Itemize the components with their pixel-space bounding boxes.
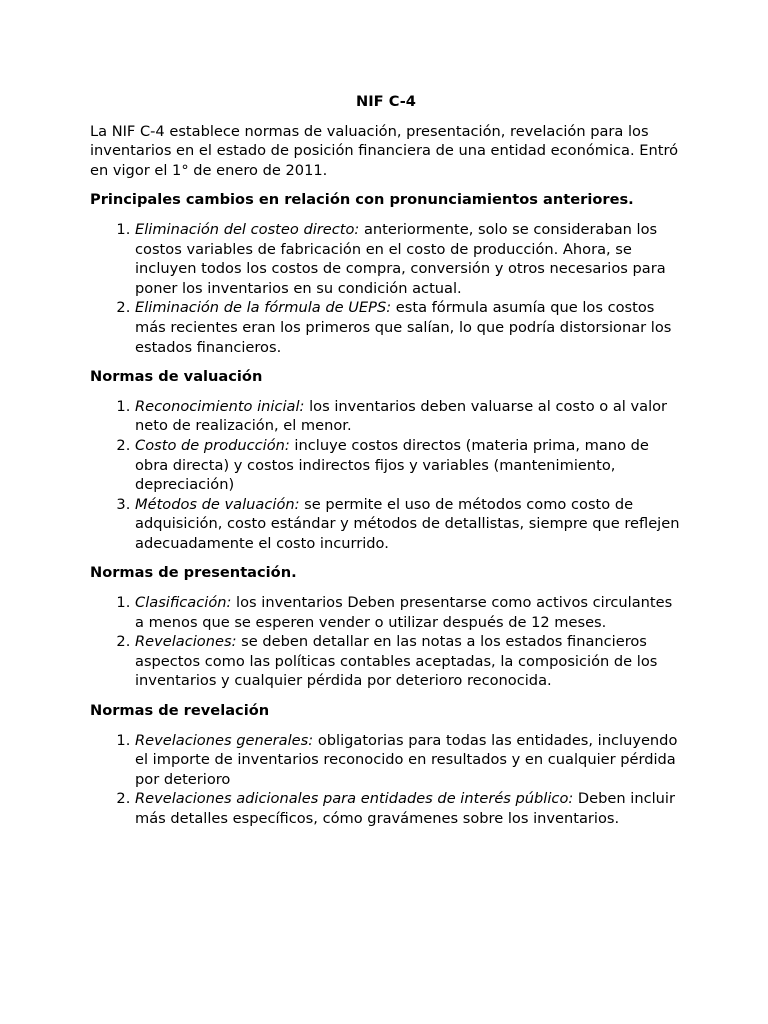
numbered-list xyxy=(90,397,682,554)
list-item-term: Revelaciones adicionales para entidades de interés público: xyxy=(135,790,574,808)
section-heading: Normas de presentación. xyxy=(90,564,297,582)
list-item-term: Costo de producción: xyxy=(135,436,290,454)
list-item-text: se permite el uso de métodos como costo de adquisición, costo estándar y métodos de detallistas, siempre que reflejen adecuadamente el costo incurrido. xyxy=(135,495,680,552)
list-item xyxy=(135,731,682,790)
list-item xyxy=(135,593,682,632)
document-page xyxy=(90,92,682,839)
list-item-text: Deben incluir más detalles específicos, cómo gravámenes sobre los inventarios. xyxy=(135,790,675,827)
list-item-text: se deben detallar en las notas a los estados financieros aspectos como las políticas contables aceptadas, la composición de los inventarios y cualquier pérdida por deterioro reconocida. xyxy=(135,633,658,690)
list-item xyxy=(135,495,682,554)
intro-paragraph: La NIF C-4 establece normas de valuación, presentación, revelación para los inventarios en el estado de posición financiera de una entidad económica. Entró en vigor el 1° de enero de 2011. xyxy=(90,122,679,179)
list-item xyxy=(135,220,682,298)
list-item xyxy=(135,789,682,828)
section-valuation xyxy=(90,367,682,553)
numbered-list xyxy=(90,731,682,829)
list-item-term: Eliminación de la fórmula de UEPS: xyxy=(135,299,392,317)
section-disclosure xyxy=(90,701,682,829)
list-item-text: anteriormente, solo se consideraban los costos variables de fabricación en el costo de producción. Ahora, se incluyen todos los costos de compra, conversión y otros necesarios para poner los inventarios en su condición actual. xyxy=(135,220,666,297)
list-item-text: los inventarios deben valuarse al costo o al valor neto de realización, el menor. xyxy=(135,397,668,435)
section-heading: Normas de valuación xyxy=(90,368,263,386)
list-item-term: Revelaciones generales: xyxy=(135,731,314,749)
list-item-text: esta fórmula asumía que los costos más recientes eran los primeros que salían, lo que podría distorsionar los estados financieros. xyxy=(135,299,672,356)
list-item-term: Reconocimiento inicial: xyxy=(135,397,305,415)
section-presentation xyxy=(90,563,682,691)
list-item-text: obligatorias para todas las entidades, incluyendo el importe de inventarios reconocido en resultados y en cualquier pérdida por deterioro xyxy=(135,731,678,788)
section-changes xyxy=(90,190,682,357)
list-item-term: Eliminación del costeo directo: xyxy=(135,220,360,238)
numbered-list xyxy=(90,593,682,691)
list-item-term: Clasificación: xyxy=(135,594,232,612)
list-item-text: los inventarios Deben presentarse como activos circulantes a menos que se esperen vender o utilizar después de 12 meses. xyxy=(135,594,673,631)
list-item xyxy=(135,436,682,495)
list-item-term: Revelaciones: xyxy=(135,633,237,651)
list-item-text: incluye costos directos (materia prima, mano de obra directa) y costos indirectos fijos y variables (mantenimiento, depreciación) xyxy=(135,436,649,494)
list-item xyxy=(135,298,682,357)
list-item xyxy=(135,397,682,436)
list-item xyxy=(135,632,682,691)
page-title: NIF C-4 xyxy=(356,93,416,110)
section-heading: Principales cambios en relación con pronunciamientos anteriores. xyxy=(90,191,634,209)
list-item-term: Métodos de valuación: xyxy=(135,495,300,513)
section-heading: Normas de revelación xyxy=(90,702,270,720)
numbered-list xyxy=(90,220,682,357)
